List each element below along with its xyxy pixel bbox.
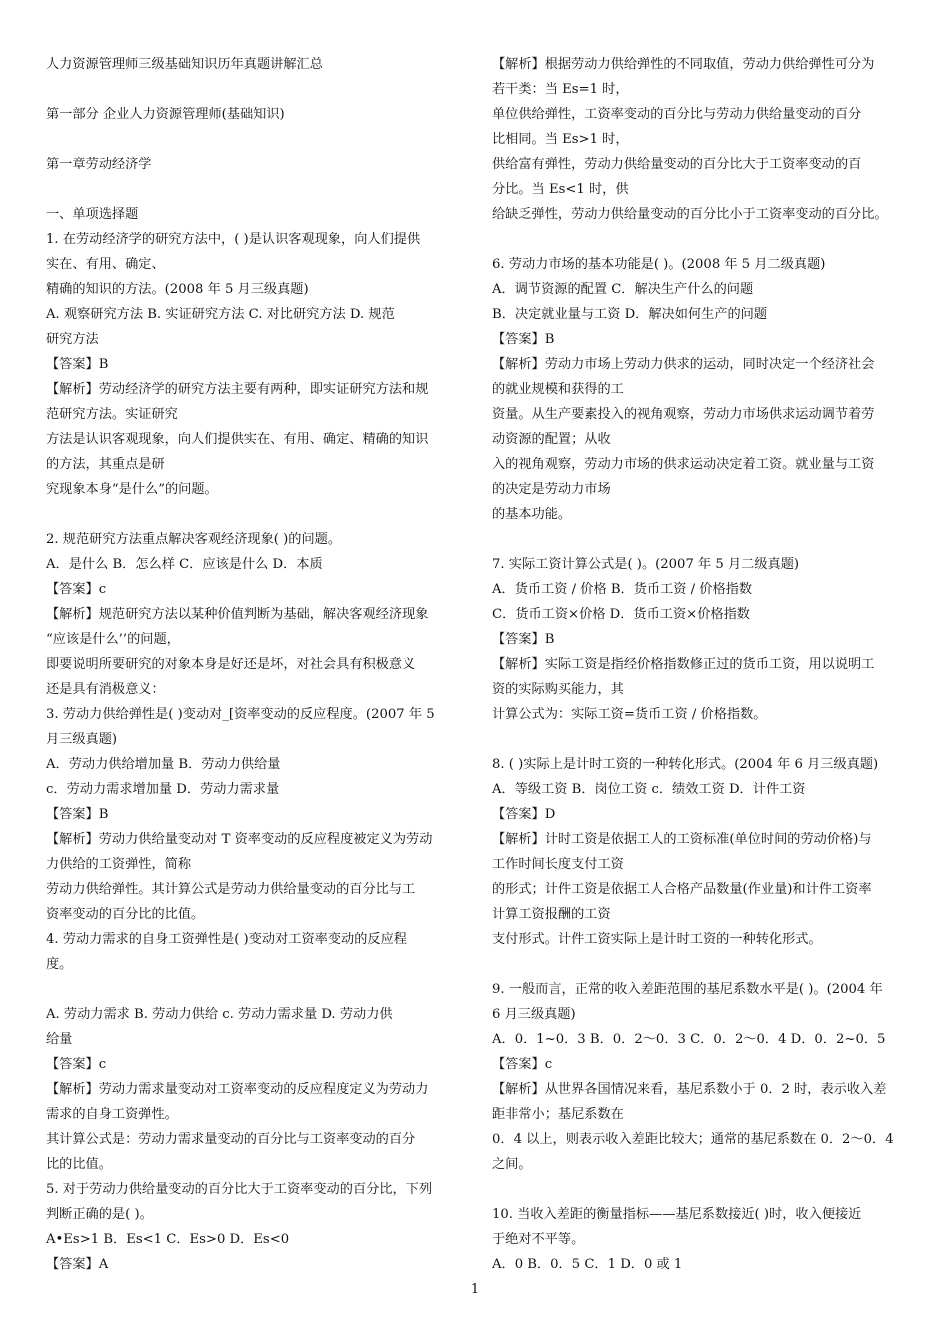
text-line: 【答案】c (46, 582, 107, 597)
text-line: 月三级真题) (46, 732, 118, 747)
text-line: 供给富有弹性，劳动力供给量变动的百分比大于工资率变动的百 (492, 157, 862, 172)
text-line: 判断正确的是( )。 (46, 1207, 153, 1222)
text-line: 需求的自身工资弹性。 (46, 1107, 178, 1122)
left-column (46, 52, 461, 1277)
text-line: 【解析】规范研究方法以某种价值判断为基础，解决客观经济现象 (46, 607, 429, 622)
text-line: 1. 在劳动经济学的研究方法中，( )是认识客观现象，向人们提供 (46, 232, 421, 247)
text-line: 力供给的工资弹性，简称 (46, 857, 192, 872)
text-line: 的基本功能。 (492, 507, 572, 522)
text-line: 比相同。当 Es>1 时， (492, 132, 629, 147)
text-line: 【解析】计时工资是依据工人的工资标准(单位时间的劳动价格)与 (492, 832, 872, 847)
text-line: c．劳动力需求增加量 D．劳动力需求量 (46, 782, 280, 797)
text-line: 【答案】B (46, 357, 109, 372)
text-line: 分比。当 Es<1 时，供 (492, 182, 629, 197)
text-line: 第一部分 企业人力资源管理师(基础知识) (46, 107, 285, 122)
text-line: 人力资源管理师三级基础知识历年真题讲解汇总 (46, 57, 323, 72)
text-line (46, 127, 461, 152)
text-line: 给量 (46, 1032, 73, 1047)
text-line: 范研究方法。实证研究 (46, 407, 178, 422)
text-line: 5. 对于劳动力供给量变动的百分比大于工资率变动的百分比，下列 (46, 1182, 433, 1197)
text-line: 计算公式为：实际工资=货币工资 / 价格指数。 (492, 707, 767, 722)
text-line: 【解析】劳动经济学的研究方法主要有两种，即实证研究方法和规 (46, 382, 429, 397)
text-line: A．是什么 B．怎么样 C．应该是什么 D．本质 (46, 557, 323, 572)
text-line: A. 观察研究方法 B. 实证研究方法 C. 对比研究方法 D. 规范 (46, 307, 395, 322)
text-line: 【答案】B (492, 632, 555, 647)
text-line: 【答案】D (492, 807, 556, 822)
text-line: A．等级工资 B．岗位工资 c．绩效工资 D．计件工资 (492, 782, 806, 797)
text-line: 的方法，其重点是研 (46, 457, 165, 472)
text-line: 实在、有用、确定、 (46, 257, 165, 272)
text-line: 若干类：当 Es=1 时， (492, 82, 629, 97)
text-line: 【解析】从世界各国情况来看，基尼系数小于 0．2 时，表示收入差 (492, 1082, 887, 1097)
text-line: 精确的知识的方法。(2008 年 5 月三级真题) (46, 282, 309, 297)
text-line: 0．4 以上，则表示收入差距比较大；通常的基尼系数在 0．2～0．4 (492, 1132, 894, 1147)
text-line: 工作时间长度支付工资 (492, 857, 624, 872)
text-line: 3. 劳动力供给弹性是( )变动对_[资率变动的反应程度。(2007 年 5 (46, 707, 435, 722)
text-line: 资率变动的百分比的比值。 (46, 907, 205, 922)
text-line: 资的实际购买能力，其 (492, 682, 624, 697)
text-line: 【答案】B (492, 332, 555, 347)
text-line: A•Es>1 B．Es<1 C．Es>0 D．Es<0 (46, 1232, 290, 1247)
text-line: A. 劳动力需求 B. 劳动力供给 c. 劳动力需求量 D. 劳动力供 (46, 1007, 393, 1022)
text-line: C．货币工资×价格 D．货币工资×价格指数 (492, 607, 750, 622)
text-line: 【答案】c (46, 1057, 107, 1072)
text-line: 6 月三级真题) (492, 1007, 576, 1022)
text-line (46, 977, 461, 1002)
text-line: 即要说明所要研究的对象本身是好还是坏，对社会具有积极意义 (46, 657, 416, 672)
text-line: 度。 (46, 957, 73, 972)
text-line: 9. 一般而言，正常的收入差距范围的基尼系数水平是( )。(2004 年 (492, 982, 883, 997)
text-line: 4. 劳动力需求的自身工资弹性是( )变动对工资率变动的反应程 (46, 932, 407, 947)
text-line: A．货币工资 / 价格 B．货币工资 / 价格指数 (492, 582, 753, 597)
text-line: 7. 实际工资计算公式是( )。(2007 年 5 月二级真题) (492, 557, 800, 572)
text-line: 动资源的配置；从收 (492, 432, 611, 447)
text-line: 之间。 (492, 1157, 532, 1172)
text-line: 单位供给弹性，工资率变动的百分比与劳动力供给量变动的百分 (492, 107, 862, 122)
text-line: 方法是认识客观现象，向人们提供实在、有用、确定、精确的知识 (46, 432, 429, 447)
text-line: 【答案】c (492, 1057, 553, 1072)
text-line: 6. 劳动力市场的基本功能是( )。(2008 年 5 月二级真题) (492, 257, 826, 272)
text-line: 2. 规范研究方法重点解决客观经济现象( )的问题。 (46, 532, 342, 547)
text-line: 计算工资报酬的工资 (492, 907, 611, 922)
text-line: 8. ( )实际上是计时工资的一种转化形式。(2004 年 6 月三级真题) (492, 757, 879, 772)
text-line (492, 727, 912, 752)
right-column (492, 52, 912, 1277)
text-line: 还是具有消极意义： (46, 682, 165, 697)
text-line (492, 1177, 912, 1202)
text-line: 劳动力供给弹性。其计算公式是劳动力供给量变动的百分比与工 (46, 882, 416, 897)
text-line: 【解析】根据劳动力供给弹性的不同取值，劳动力供给弹性可分为 (492, 57, 875, 72)
text-line: 比的比值。 (46, 1157, 112, 1172)
text-line (46, 77, 461, 102)
text-line: 距非常小；基尼系数在 (492, 1107, 624, 1122)
text-line: 【答案】A (46, 1257, 109, 1272)
text-line: 【答案】B (46, 807, 109, 822)
text-line: 研究方法 (46, 332, 99, 347)
text-line (46, 177, 461, 202)
text-line: 【解析】劳动力供给量变动对 T 资率变动的反应程度被定义为劳动 (46, 832, 433, 847)
text-line (46, 502, 461, 527)
text-line: 【解析】劳动力市场上劳动力供求的运动，同时决定一个经济社会 (492, 357, 875, 372)
text-line: A．0．1~0．3 B．0．2～0．3 C．0．2～0．4 D．0．2~0．5 (492, 1032, 886, 1047)
text-line: 资量。从生产要素投入的视角观察，劳动力市场供求运动调节着劳 (492, 407, 875, 422)
text-line: A．0 B．0．5 C．1 D．0 或 1 (492, 1257, 683, 1272)
text-line: A．调节资源的配置 C．解决生产什么的问题 (492, 282, 754, 297)
text-line: 于绝对不平等。 (492, 1232, 585, 1247)
text-line: 的就业规模和获得的工 (492, 382, 624, 397)
text-line: 第一章劳动经济学 (46, 157, 152, 172)
text-line: 一、单项选择题 (46, 207, 139, 222)
text-line: 究现象本身“是什么”的问题。 (46, 482, 218, 497)
text-line: 的决定是劳动力市场 (492, 482, 611, 497)
text-line: 给缺乏弹性，劳动力供给量变动的百分比小于工资率变动的百分比。 (492, 207, 888, 222)
text-line: 10. 当收入差距的衡量指标——基尼系数接近( )时，收入便接近 (492, 1207, 862, 1222)
text-line: 支付形式。计件工资实际上是计时工资的一种转化形式。 (492, 932, 822, 947)
text-line: B．决定就业量与工资 D．解决如何生产的问题 (492, 307, 768, 322)
text-line (492, 527, 912, 552)
text-line: A．劳动力供给增加量 B．劳动力供给量 (46, 757, 281, 772)
text-line: “应该是什么’’的问题， (46, 632, 180, 647)
text-line: 【解析】劳动力需求量变动对工资率变动的反应程度定义为劳动力 (46, 1082, 429, 1097)
text-line: 【解析】实际工资是指经价格指数修正过的货币工资，用以说明工 (492, 657, 875, 672)
text-line (492, 227, 912, 252)
text-line (492, 952, 912, 977)
text-line: 入的视角观察，劳动力市场的供求运动决定着工资。就业量与工资 (492, 457, 875, 472)
text-line: 其计算公式是：劳动力需求量变动的百分比与工资率变动的百分 (46, 1132, 416, 1147)
page-number: 1 (470, 1282, 480, 1297)
text-line: 的形式；计件工资是依据工人合格产品数量(作业量)和计件工资率 (492, 882, 872, 897)
